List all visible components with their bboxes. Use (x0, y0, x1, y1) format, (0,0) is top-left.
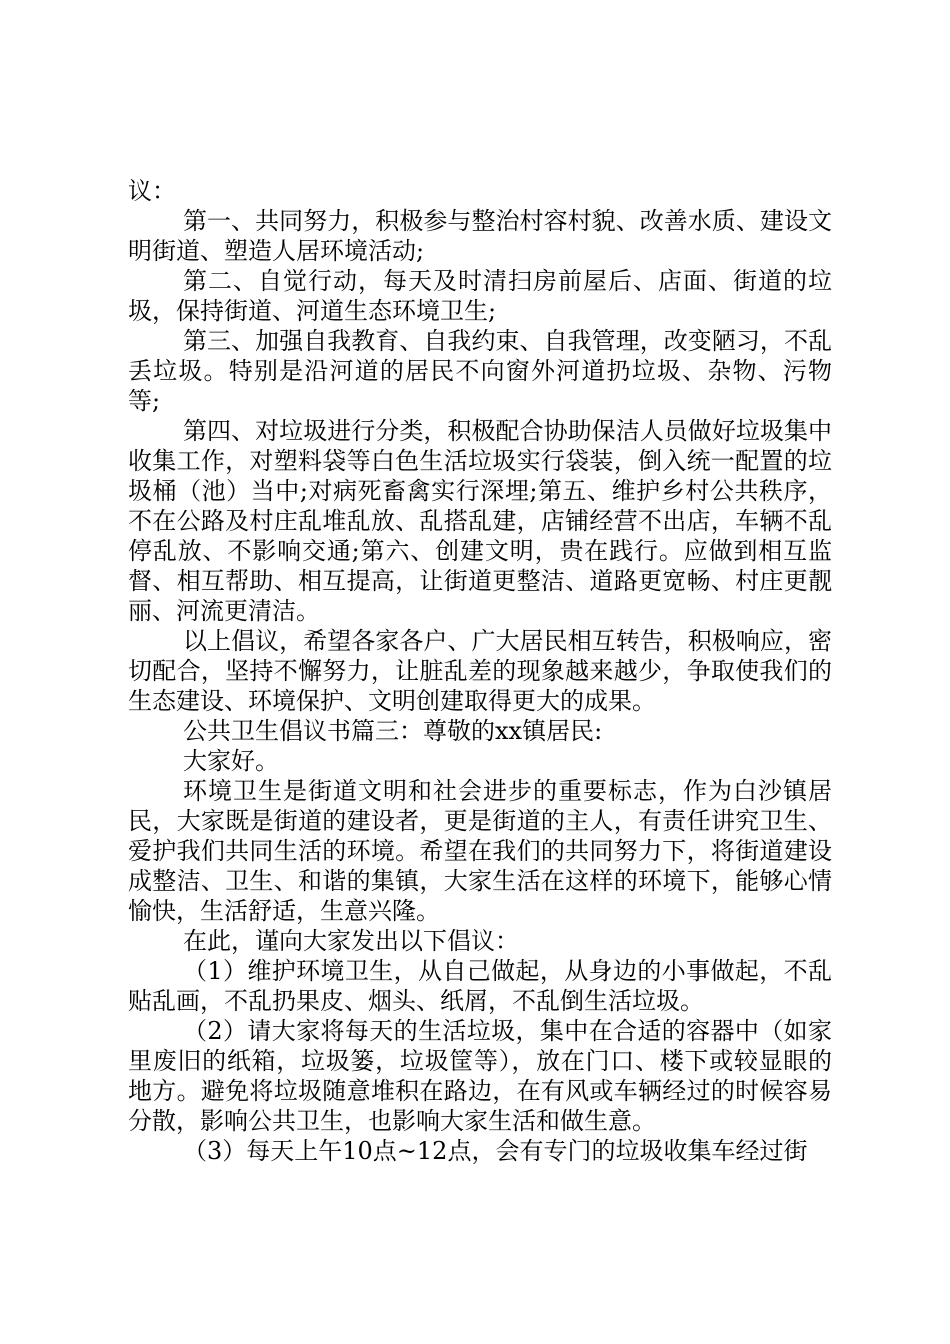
paragraph-3: 第二、自觉行动，每天及时清扫房前屋后、店面、街道的垃圾，保持街道、河道生态环境卫生; (128, 267, 832, 325)
section-heading: 公共卫生倡议书篇三：尊敬的xx镇居民: (183, 717, 603, 745)
paragraph-1: 议： (128, 177, 176, 205)
list-item-3: （3）每天上午10点~12点，会有专门的垃圾收集车经过街 (183, 1137, 808, 1165)
paragraph-4: 第三、加强自我教育、自我约束、自我管理，改变陋习，不乱丢垃圾。特别是沿河道的居民不向窗外河道扔垃圾、杂物、污物等; (128, 327, 832, 415)
greeting: 大家好。 (183, 747, 279, 775)
list-item-1: （1）维护环境卫生，从自己做起，从身边的小事做起，不乱贴乱画，不乱扔果皮、烟头、纸屑，不乱倒生活垃圾。 (128, 957, 832, 1015)
paragraph-2: 第一、共同努力，积极参与整治村容村貌、改善水质、建设文明街道、塑造人居环境活动; (128, 207, 832, 265)
paragraph-10: 在此，谨向大家发出以下倡议： (183, 927, 519, 955)
paragraph-5: 第四、对垃圾进行分类，积极配合协助保洁人员做好垃圾集中收集工作，对塑料袋等白色生活垃圾实行袋装，倒入统一配置的垃圾桶（池）当中;对病死畜禽实行深埋;第五、维护乡村公共秩序，不在公路及村庄乱堆乱放、乱搭乱建，店铺经营不出店，车辆不乱停乱放、不影响交通;第六、创建文明，贵在践行。应做到相互监督、相互帮助、相互提高，让街道更整洁、道路更宽畅、村庄更靓丽、河流更清洁。 (128, 417, 832, 625)
list-item-2: （2）请大家将每天的生活垃圾，集中在合适的容器中（如家里废旧的纸箱，垃圾篓，垃圾筐等），放在门口、楼下或较显眼的地方。避免将垃圾随意堆积在路边，在有风或车辆经过的时候容易分散，影响公共卫生，也影响大家生活和做生意。 (128, 1017, 832, 1135)
paragraph-6: 以上倡议，希望各家各户、广大居民相互转告，积极响应，密切配合，坚持不懈努力，让脏乱差的现象越来越少，争取使我们的生态建设、环境保护、文明创建取得更大的成果。 (128, 627, 832, 715)
paragraph-9: 环境卫生是街道文明和社会进步的重要标志，作为白沙镇居民，大家既是街道的建设者，更是街道的主人，有责任讲究卫生、爱护我们共同生活的环境。希望在我们的共同努力下，将街道建设成整洁、卫生、和谐的集镇，大家生活在这样的环境下，能够心情愉快，生活舒适，生意兴隆。 (128, 777, 832, 925)
document-body (128, 176, 832, 1166)
